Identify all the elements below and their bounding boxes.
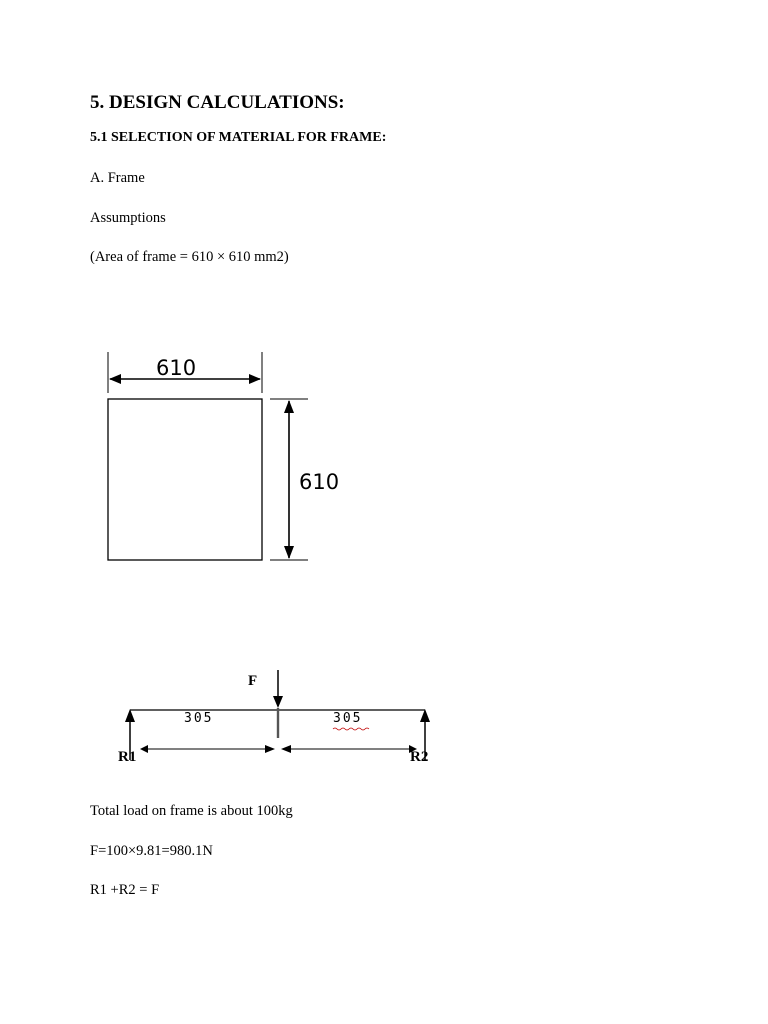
equilibrium-equation: R1 +R2 = F (90, 882, 160, 898)
frame-item: A. Frame (90, 170, 145, 186)
reaction-r2-label: R2 (410, 749, 429, 765)
span-arrow-left (140, 745, 148, 753)
total-load-text: Total load on frame is about 100kg (90, 803, 293, 819)
force-equation: F=100×9.81=980.1N (90, 843, 213, 859)
width-label: 610 (156, 356, 197, 380)
section-title: 5. DESIGN CALCULATIONS: (90, 92, 345, 113)
reaction-r1-head (125, 709, 135, 722)
force-arrow-head (273, 696, 283, 708)
assumptions-label: Assumptions (90, 210, 166, 226)
force-label: F (248, 673, 258, 689)
span-arrow-mid-left (265, 745, 275, 753)
section-subtitle: 5.1 SELECTION OF MATERIAL FOR FRAME: (90, 130, 387, 145)
right-span-label: 305 (333, 711, 363, 726)
area-statement: (Area of frame = 610 × 610 mm2) (90, 249, 289, 265)
reaction-r2-head (420, 709, 430, 722)
spellcheck-underline (333, 728, 369, 730)
reaction-r1-label: R1 (118, 749, 137, 765)
span-arrow-mid-right (281, 745, 291, 753)
left-span-label: 305 (184, 711, 214, 726)
height-label: 610 (299, 470, 340, 494)
